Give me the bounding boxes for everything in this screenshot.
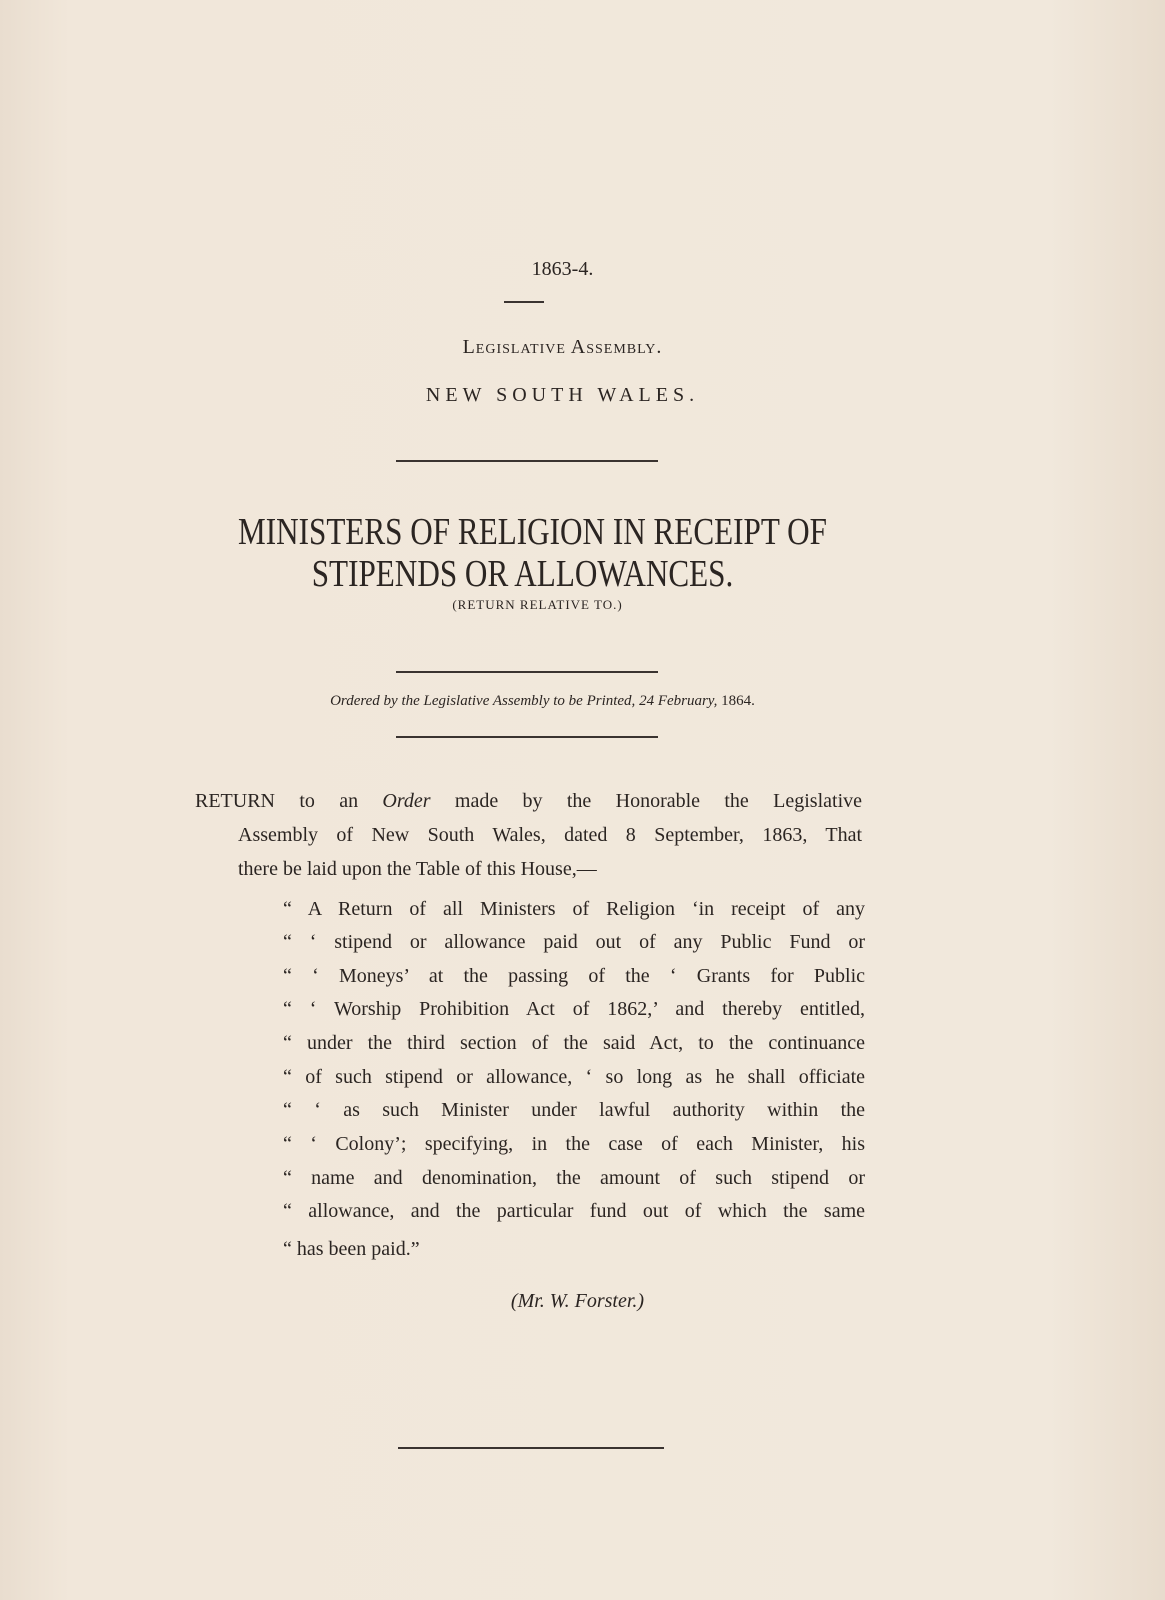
order-date: 24 February, <box>639 693 718 709</box>
printing-order <box>0 693 1125 710</box>
quote-line: “ ‘ Worship Prohibition Act of 1862,’ and thereby entitled, <box>283 998 865 1020</box>
title-line-1: MINISTERS OF RELIGION IN RECEIPT OF <box>238 511 827 553</box>
title-line-2: STIPENDS OR ALLOWANCES. <box>311 553 734 595</box>
divider <box>504 301 544 303</box>
return-line-3: there be laid upon the Table of this House,— <box>238 858 597 880</box>
colony-name: NEW SOUTH WALES. <box>425 384 700 406</box>
lead-word: RETURN <box>195 790 275 812</box>
divider <box>396 671 658 673</box>
quote-line: “ A Return of all Ministers of Religion ‘in receipt of any <box>283 898 865 920</box>
order-text: Ordered by the Legislative Assembly to be Printed, <box>330 693 636 709</box>
quote-line: “ has been paid.” <box>283 1238 420 1260</box>
quote-line: “ under the third section of the said Act, to the continuance <box>283 1032 865 1054</box>
return-line-1 <box>195 790 862 813</box>
quote-line: “ allowance, and the particular fund out of which the same <box>283 1200 865 1222</box>
order-year: 1864. <box>721 693 755 709</box>
quote-line: “ name and denomination, the amount of such stipend or <box>283 1167 865 1189</box>
title-subtitle: (RETURN RELATIVE TO.) <box>452 597 623 612</box>
quote-line: “ of such stipend or allowance, ‘ so long as he shall officiate <box>283 1066 865 1088</box>
divider <box>398 1447 664 1449</box>
mover-name: (Mr. W. Forster.) <box>510 1290 645 1312</box>
house-name: Legislative Assembly. <box>462 336 663 358</box>
quote-line: “ ‘ stipend or allowance paid out of any Public Fund or <box>283 931 865 953</box>
quote-line: “ ‘ Moneys’ at the passing of the ‘ Grants for Public <box>283 965 865 987</box>
divider <box>396 736 658 738</box>
quote-line: “ ‘ as such Minister under lawful authority within the <box>283 1099 865 1121</box>
quote-line: “ ‘ Colony’; specifying, in the case of each Minister, his <box>283 1133 865 1155</box>
order-word: Order <box>382 790 431 812</box>
session-year: 1863-4. <box>531 258 594 280</box>
divider <box>396 460 658 462</box>
text: made by the Honorable the Legislative <box>454 790 862 812</box>
text: to an <box>299 790 359 812</box>
return-line-2: Assembly of New South Wales, dated 8 September, 1863, That <box>238 824 862 846</box>
